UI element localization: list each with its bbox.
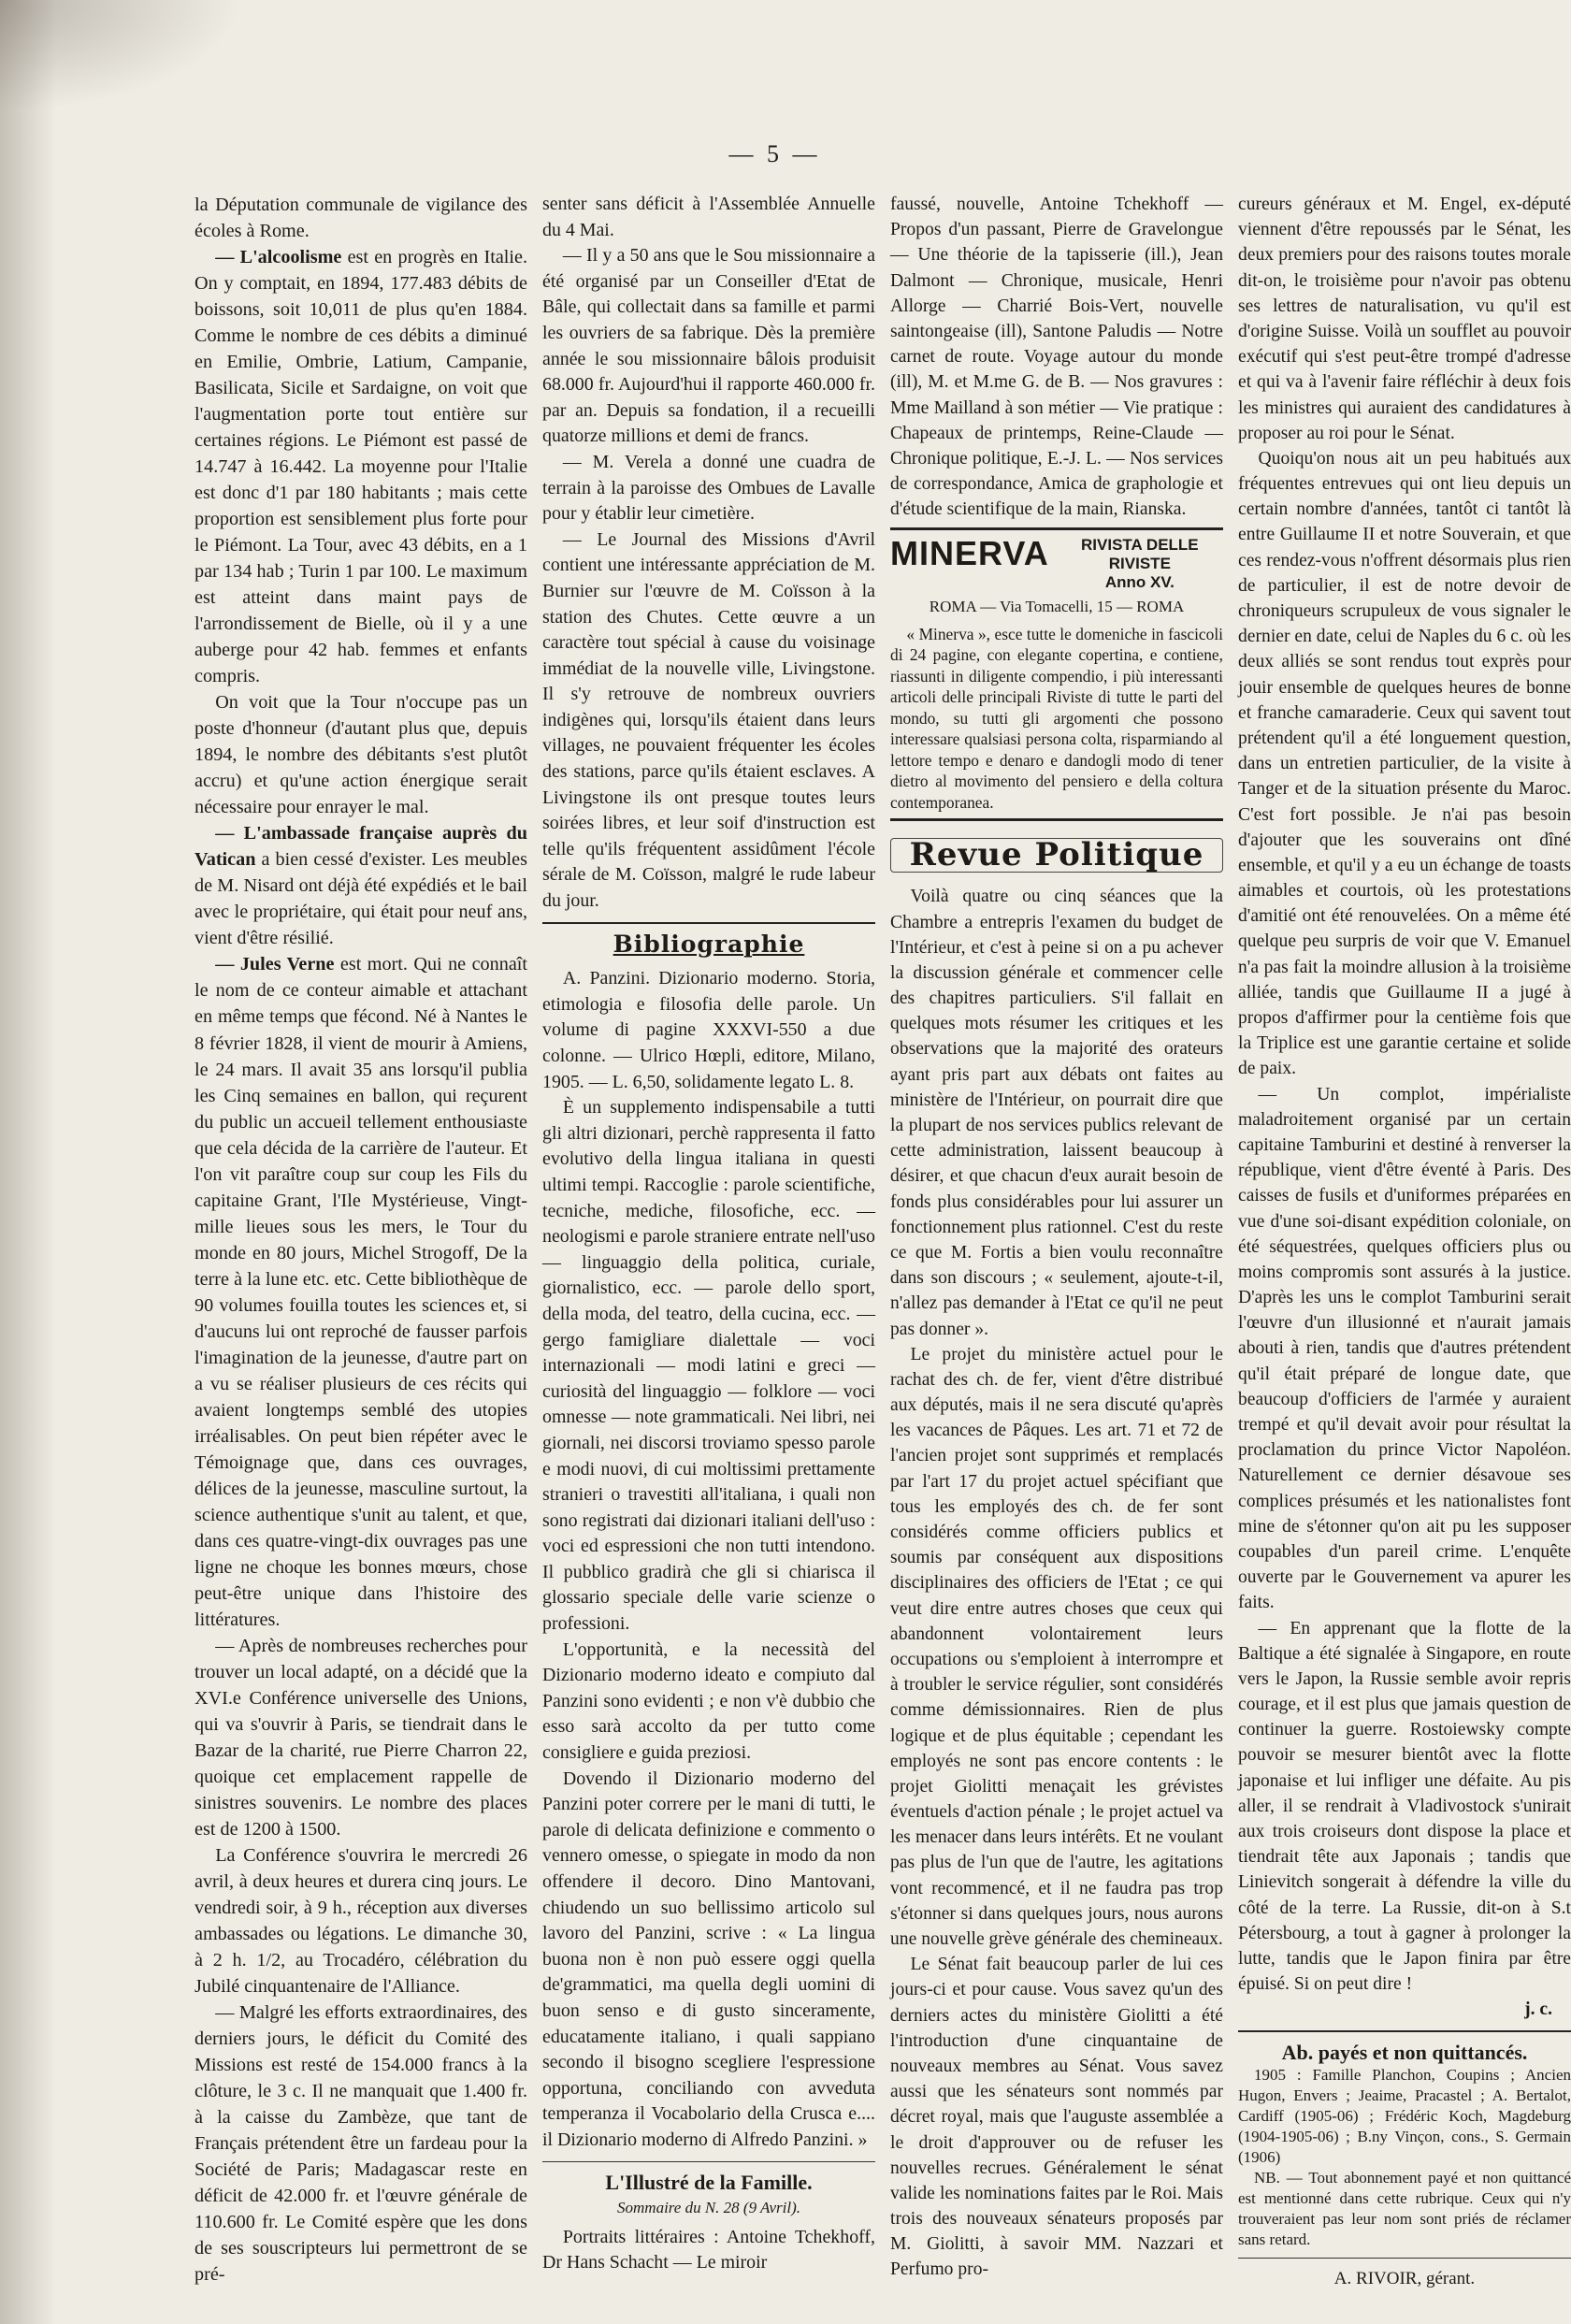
column-1 [195,192,527,2288]
signature: j. c. [1524,1999,1552,2020]
paragraph-text: — Il y a 50 ans que le Sou missionnaire a été organisé par un Conseiller d'Etat de Bâle, qui collectait dans sa famille et parmi les ouvriers de sa fabrique. Dès la première année le sou missionnaire bâlois produisit 68.000 fr. Aujourd'hui il rapporte 460.000 fr. par an. Depuis sa fondation, il a recueilli quatorze millions et demi de francs. [542,245,875,447]
paragraph-text: La Conférence s'ouvrira le mercredi 26 avril, à deux heures et durera cinq jours. Le vendredi soir, à 9 h., réception aux diverses ambassades ou légations. Le dimanche 30, à 2 h. 1/2, au Trocadéro, célébration du Jubilé cinquantenaire de l'Alliance. [195,1844,527,1998]
col1-paragraph [195,244,527,689]
revue-paragraph [890,1342,1223,1953]
gerant: A. RIVOIR, gérant. [1333,2268,1476,2288]
divider [1238,2258,1571,2259]
paragraph-text: È un supplemento indispensabile a tutti gli altri dizionari, perchè rappresenta il fatto evolutivo della lingua italiana in questi ultimi tempi. Raccoglie : parole scientifiche, tecniche, mediche, filosofiche, ecc. — neologismi e parole straniere entrate nell'uso — linguaggio della politica, curiale, giornalistico, ecc. — parole dello sport, della moda, del teatro, della cucina, ecc. — gergo famigliare dialettale — voci internazionali — modi latini e greci — curiosità del linguaggio — folklore — voci omnesse — note grammaticali. Nei libri, nei giornali, nei discorsi troviamo spesso parole e modi nuovi, di cui moltissimi prettamente stranieri o travestiti all'italiana, i quali non sono registrati dai dizionari italiani dell'uso : voci ed espressioni che non tutti intendono. Il pubblico gradirà che gli si chiarisca il glossario speciale delle varie scienze o professioni. [542,1097,875,1635]
column-2 [542,192,875,2276]
col1-paragraph [195,192,527,244]
paragraph-text: Voilà quatre ou cinq séances que la Chambre a entrepris l'examen du budget de l'Intérieur, et c'est à peine si on a pu achever la discussion générale et commencer celle des chapitres particuliers. S'il fallait en quelques mots résumer les critiques et les observations que la majorité des orateurs ayant pris part aux débats ont faites au ministère de l'Intérieur, on pourrait dire que la plupart de nos services publics relevant de cette administration, laissent beaucoup à désirer, et que chacun d'eux aurait besoin de fonds plus considérables pour lui assurer un fonctionnement plus rationnel. C'est du reste ce que M. Fortis a bien voulu reconnaître dans son discours ; « seulement, ajoute-t-il, n'allez pas demander à l'Etat ce qu'il ne peut pas donner ». [890,887,1223,1339]
col1-paragraph [195,689,527,820]
bibliographie-title: Bibliographie [613,930,805,958]
paragraph-text: senter sans déficit à l'Assemblée Annuelle du 4 Mai. [542,194,875,240]
revue-politique-title: Revue Politique [890,838,1223,873]
col2-paragraph [542,450,875,527]
abonnements-title: Ab. payés et non quittancés. [1281,2040,1528,2064]
col3_top-paragraph [890,192,1223,522]
paragraph-text: a bien cessé d'exister. Les meubles de M. Nisard ont déjà été expédiés et le bail avec le propriétaire, qui était pour neuf ans, vient d'être résilié. [195,849,527,949]
paragraph-text: L'opportunità, e la necessità del Dizionario moderno ideato e compiuto dal Panzini sono evidenti ; e non v'è dubbio che esso sarà accolto da per tutto come consigliere e guida preziosi. [542,1638,875,1764]
minerva-year: Anno XV. [1104,573,1175,592]
column-3-text [890,192,1223,522]
column-2-text [542,192,875,915]
page-edge-shadow [0,0,56,2324]
minerva-address: ROMA — Via Tomacelli, 15 — ROMA [929,598,1185,616]
paragraph-text: est en progrès en Italie. On y comptait, en 1894, 177.483 débits de boissons, soit 10,011 de plus qu'en 1884. Comme le nombre de ces débits a diminué en Emilie, Ombrie, Latium, Campanie, Basilicata, Sicile et Sardaigne, on voit que l'augmentation porte tout entière sur certaines régions. Le Piémont est passé de 14.747 à 16.442. La moyenne pour l'Italie est donc d'1 par 180 habitants ; mais cette proportion est sensiblement plus forte pour le Piémont. La Tour, avec 43 débits, en a 1 par 134 hab ; Turin 1 par 100. Le maximum est atteint dans maint pays de l'arrondissement de Bielle, où il y a une auberge pour 42 hab. femmes et enfants compris. [195,247,527,687]
col1-paragraph [195,1633,527,1842]
paragraph-text: — En apprenant que la flotte de la Baltique a été signalée à Singapore, en route vers le Japon, la Russie semble avoir repris courage, et il est plus que jamais question de continuer la guerre. Rostoiewsky compte pouvoir se mesurer bientôt avec la flotte japonaise et lui infliger une défaite. Au pis aller, il se rendrait à Vladivostock s'unirait aux trois croiseurs dont dispose la place et tiendrait tête aux Japonais ; tandis que Linievitch songerait à défendre la ville du côté de la terre. La Russie, dit-on à S.t Pétersbourg, a tout à gagner à prolonger la lutte, tandis que le Japon finira par être épuisé. Si on peut dire ! [1238,1618,1571,1995]
paragraph-text: Quoiqu'on nous ait un peu habitués aux fréquentes entrevues qui ont lieu depuis un certain nombre d'années, tantôt ci tantôt là entre Guillaume II et notre Souverain, et que ces rendez-vous n'offrent désormais plus rien de particulier, il est de notre devoir de chroniqueurs scrupuleux de vous signaler le dernier en date, celui de Naples du 6 c. où les deux alliés se sont rendus tout exprès pour jouir ensemble de quelques heures de bonne et franche camaraderie. Ceux qui savent tout prétendent qu'il a été longuement question, dans un entretien particulier, de la visite à Tanger et de la situation présente du Maroc. C'est fort possible. Je n'ai pas besoin d'ajouter que les souverains ont dîné ensemble, et qu'il y a eu un échange de toasts aimables et courtois, où les protestations d'amitié ont été renouvelées. On a même été quelque peu surpris de voir que V. Emanuel n'a pas fait la moindre allusion à la troisième alliée, tandis que Guillaume II a jugé à propos d'affirmer pour la centième fois que la Triplice est une garantie certaine et solide de paix. [1238,448,1571,1079]
paragraph-text: — M. Verela a donné une cuadra de terrain à la paroisse des Ombues de Lavalle pour y établir leur cimetière. [542,451,875,525]
minerva-subtitle: RIVISTA DELLE RIVISTE [1081,536,1199,573]
col2-paragraph [542,192,875,243]
minerva-advert [890,527,1223,821]
bibliographie-paragraph [542,1767,875,2154]
page-number: — 5 — [728,140,821,167]
divider [542,922,875,924]
col1-paragraph [195,1842,527,1999]
revue-paragraph [890,884,1223,1341]
abonnements-note: NB. — Tout abonnement payé et non quittancé est mentionné dans cette rubrique. Ceux qui n'y trouveraient pas leur nom sont priés de réclamer sans retard. [1238,2168,1571,2248]
paragraph-text: la Députation communale de vigilance des écoles à Rome. [195,195,527,242]
minerva-text: « Minerva », esce tutte le domeniche in fascicoli di 24 pagine, con elegante copertina, e contiene, riassunti in diligente compendio, i più interessanti articoli delle principali Riviste di tutte le parti del mondo, su tutti gli argomenti che possono interessare qualsiasi persona colta, risparmiando al lettore tempo e denaro e dandogli modo di tener dietro al movimento del pensiero e della coltura contemporanea. [890,624,1223,812]
column-4 [1238,192,1571,2291]
paragraph-text: — Malgré les efforts extraordinaires, des derniers jours, le déficit du Comité des Missions est resté de 154.000 francs à la clôture, le 3 c. Il ne manquait que 1.400 fr. à la caisse du Zambèze, que tant de Français prétendent être un fardeau pour la Société de Paris; Madagascar reste en déficit de 42.000 fr. et l'œuvre générale de 110.600 fr. Le Comité espère que les dons de ses souscripteurs lui permettront de se pré- [195,2002,527,2286]
paragraph-text: A. Panzini. Dizionario moderno. Storia, etimologia e filosofia delle parole. Un volume di pagine XXXVI-550 a due colonne. — Ulrico Hœpli, editore, Milano, 1905. — L. 6,50, solidamente legato L. 8. [542,968,875,1092]
abonnements-text: 1905 : Famille Planchon, Coupins ; Ancien Hugon, Envers ; Jeaime, Pracastel ; A. Bertalot, Cardiff (1905-06) ; Frédéric Koch, Magdeburg (1904-1905-06) ; B.ny Vinçon, cons., S. Germain (1906) [1238,2065,1571,2166]
bibliographie-paragraph [542,966,875,1095]
col1-paragraph [195,951,527,1632]
illustre-title: L'Illustré de la Famille. [605,2170,813,2194]
paragraph-text: On voit que la Tour n'occupe pas un poste d'honneur (d'autant plus que, depuis 1894, le nombre des débitants s'est plutôt accru) et qu'une action énergique serait nécessaire pour enrayer le mal. [195,692,527,818]
paragraph-text: — Un complot, impérialiste maladroitement organisé par un certain capitaine Tamburini et destiné à renverser la république, vient d'être éventé à Paris. Des caisses de fusils et d'uniformes préparées en vue d'une soi-disant expédition coloniale, on été séquestrées, quelques officiers plus ou moins compromis sont assurés à la justice. D'après les uns le complot Tamburini serait l'œuvre d'un illusionné et n'aurait jamais abouti à rien, tandis que d'autres prétendent qu'il était préparé de longue date, que beaucoup d'officiers de l'armée y auraient trempé et qu'il devait avoir pour résultat la proclamation du prince Victor Napoléon. Naturellement ce dernier désavoue ses complices présumés et les nationalistes font mine de s'étonner qu'on ait pu les supposer coupables d'un pareil crime. L'enquête ouverte par le Gouvernement va apurer les faits. [1238,1084,1571,1613]
col2-paragraph [542,243,875,450]
column-1-text [195,192,527,2288]
paragraph-text: est mort. Qui ne connaît le nom de ce conteur aimable et attachant en même temps que fécond. Né à Nantes le 8 février 1828, il vient de mourir à Amiens, le 24 mars. Il avait 35 ans lorsqu'il publia les Cinq semaines en ballon, qui reçurent du public un accueil tellement enthousiaste que cela décida de la carrière de l'auteur. Et l'on vit paraître coup sur coup les Fils du capitaine Grant, l'Ile Mystérieuse, Vingt-mille lieues sous les mers, le Tour du monde en 80 jours, Michel Strogoff, De la terre à la lune etc. etc. Cette bibliothèque de 90 volumes fouilla toutes les sciences et, si d'aucuns lui ont reproché de fausser parfois l'imagination de la jeunesse, d'autre part on a vu se réaliser plusieurs de ces récits qui avaient longtemps semblé des utopies irréalisables. On peut bien répéter avec le Témoignage que, dans ces ouvrages, délices de la jeunesse, masculine surtout, la science authentique s'unit au talent, et que, dans ces quatre-vingt-dix ouvrages pas une ligne ne choque les bonnes mœurs, chose peut-être unique dans l'histoire des littératures. [195,954,527,1630]
column-3 [890,192,1223,2283]
bibliographie-paragraph [542,1095,875,1637]
paragraph-text: faussé, nouvelle, Antoine Tchekhoff — Propos d'un passant, Pierre de Gravelongue — Une théorie de la tapisserie (ill.), Jean Dalmont — Chronique, musicale, Henri Allorge — Charrié Bois-Vert, nouvelle saintongeaise (ill), Santone Paludis — Notre carnet de route. Voyage autour du monde (ill), M. et M.me G. de B. — Nos gravures : Mme Mailland à son métier — Vie pratique : Chapeaux de printemps, Reine-Claude — Chronique politique, E.-J. L. — Nos services de correspondance, Amica de graphologie et d'étude scientifique de la main, Rianska. [890,195,1223,520]
col4-paragraph [1238,1082,1571,1616]
col1-paragraph [195,820,527,951]
page-stain [0,0,243,112]
col4-paragraph [1238,192,1571,446]
column-4-text [1238,192,1571,1997]
col2-paragraph [542,527,875,915]
minerva-name: MINERVA [890,534,1049,573]
bibliographie-paragraph [542,1638,875,1767]
revue-politique-text [890,884,1223,2282]
paragraph-lead: — L'alcoolisme [215,247,342,268]
bibliographie-text [542,966,875,2153]
illustre-text: Portraits littéraires : Antoine Tchekhoff, Dr Hans Schacht — Le miroir [542,2226,875,2273]
col4-paragraph [1238,1616,1571,1998]
paragraph-text: Le Sénat fait beaucoup parler de lui ces jours-ci et pour cause. Vous savez qu'un des derniers actes du ministère Giolitti a été l'introduction d'une cinquantaine de nouveaux membres au Sénat. Vous savez aussi que les sénateurs sont nommés par décret royal, mais que l'auguste assemblée a le droit d'approuver ou de refuser les nouvelles recrues. Généralement le sénat valide les nominations faites par le Roi. Mais trois des nouveaux sénateurs proposés par M. Giolitti, à savoir MM. Nazzari et Perfumo pro- [890,1955,1223,2280]
divider [1238,2030,1571,2032]
paragraph-text: — Après de nombreuses recherches pour trouver un local adapté, on a décidé que la XVI.e Conférence universelle des Unions, qui va s'ouvrir à Paris, se tiendrait dans le Bazar de la charité, rue Pierre Charron 22, quoique cet emplacement rappelle de sinistres souvenirs. Le nombre des places est de 1200 à 1500. [195,1635,527,1840]
paragraph-lead: — Jules Verne [215,954,335,975]
paragraph-text: Le projet du ministère actuel pour le rachat des ch. de fer, vient d'être distribué aux députés, mais il ne sera discuté qu'après les vacances de Pâques. Les art. 71 et 72 de l'ancien projet sont supprimés et remplacés par l'art 17 du projet actuel spécifiant que tous les employés des ch. de fer sont considérés comme officiers publics et soumis par conséquent aux dispositions disciplinaires des officiers de l'Etat ; ce qui veut dire entre autres choses que ceux qui abandonnent volontairement leurs occupations ou s'emploient à interrompre et à troubler le service régulier, sont considérés comme démissionnaires. Rien de plus logique et de plus équitable ; cependant les employés ne sont pas encore contents : le projet Giolitti menaçait les grévistes éventuels d'action pénale ; le projet actuel va les menacer dans leurs intérêts. Et ne voulant pas plus de l'un que de l'autre, les agitations vont recommencé, et il ne faudra pas trop s'étonner si dans quelques jours, nous aurons une nouvelle grève générale des chemineaux. [890,1344,1223,1949]
paragraph-text: Dovendo il Dizionario moderno del Panzini poter correre per le mani di tutti, le parole di delicata definizione e commento o vennero omesse, o spiegate in modo da non offendere il decoro. Dino Mantovani, chiudendo un suo bellissimo articolo sul lavoro del Panzini, scrive : « La lingua buona non è non può essere oggi quella de'grammatici, ma quella degli uomini di buon senso e di gusto sinceramente, educatamente italiano, i quali sappiano secondo il bisogno scegliere l'espressione opportuna, conciliando con avveduta temperanza il Vocabolario della Crusca e.... il Dizionario moderno di Alfredo Panzini. » [542,1768,875,2150]
revue-paragraph [890,1952,1223,2282]
col1-paragraph [195,1999,527,2288]
illustre-subtitle: Sommaire du N. 28 (9 Avril). [617,2199,800,2217]
divider [542,2161,875,2162]
paragraph-lead: — L'ambassade française auprès du Vatican [195,823,527,871]
col4-paragraph [1238,446,1571,1082]
paragraph-text: cureurs généraux et M. Engel, ex-député viennent d'être repoussés par le Sénat, les deux premiers pour des raisons toutes morale dit-on, le troisième pour n'avoir pas obtenu ses lettres de naturalisation, vu qu'il est d'origine Suisse. Voilà un soufflet au pouvoir exécutif qui s'est peut-être trompé d'adresse et qui va à l'avenir faire réfléchir à deux fois les ministres qui auraient des candidatures à proposer au roi pour le Sénat. [1238,195,1571,443]
paragraph-text: — Le Journal des Missions d'Avril contient une intéressante appréciation de M. Burnier sur l'œuvre de M. Coïsson à la station des Chutes. Cette œuvre a un caractère tout spécial à cause du voisinage immédiat de la nouvelle ville, Livingstone. Il s'y retrouve de nombreux ouvriers indigènes qui, lorsqu'ils étaient dans leurs villages, ne pouvaient fréquenter les écoles des stations, parce qu'ils étaient esclaves. A Livingstone ils ont presque toutes leurs soirées libres, et leur soif d'instruction est telle qu'ils fréquentent assidûment l'école sérale de M. Coïsson, malgré le rude labeur du jour. [542,528,875,912]
